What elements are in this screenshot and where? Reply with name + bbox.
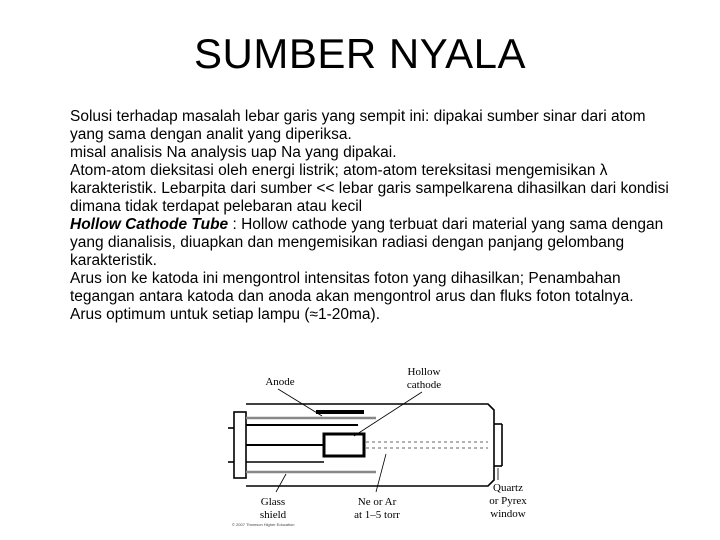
label-window: Quartz or Pyrex window bbox=[489, 482, 527, 520]
bullet-text: Arus optimum untuk setiap lampu (≈1-20ma). bbox=[70, 306, 381, 323]
bullet-text: misal analisis Na analysis uap Na yang dipakai. bbox=[70, 144, 397, 161]
label-hollow-cathode: Hollow cathode bbox=[406, 366, 442, 391]
copyright-text: © 2007 Thomson Higher Education bbox=[232, 522, 295, 527]
bullet-text: : Hollow cathode yang terbuat dari material yang sama dengan yang dianalisis, diuapkan dan mengemisikan radiasi dengan panjang gelombang karakteristik. bbox=[70, 216, 664, 269]
bullet-item bbox=[70, 108, 670, 144]
bullet-emphasis: Hollow Cathode Tube bbox=[70, 216, 229, 233]
label-glass-shield: Glass shield bbox=[259, 496, 287, 521]
bullet-item bbox=[70, 216, 670, 270]
lamp-base bbox=[234, 412, 246, 478]
bullet-item bbox=[70, 270, 670, 306]
radiation-beam bbox=[366, 442, 488, 448]
bullet-list bbox=[70, 108, 670, 366]
bullet-item bbox=[70, 162, 670, 216]
slide-title: SUMBER NYALA bbox=[194, 30, 526, 77]
bullet-item bbox=[70, 306, 670, 324]
hollow-cathode bbox=[324, 434, 364, 456]
label-anode: Anode bbox=[265, 376, 295, 388]
bullet-item bbox=[70, 144, 670, 162]
hollow-cathode-lamp-diagram bbox=[226, 362, 556, 532]
label-gas: Ne or Ar at 1–5 torr bbox=[354, 496, 400, 521]
bullet-text: Solusi terhadap masalah lebar garis yang sempit ini: dipakai sumber sinar dari atom yang sama dengan analit yang diperiksa. bbox=[70, 108, 646, 143]
bullet-text: Atom-atom dieksitasi oleh energi listrik; atom-atom tereksitasi mengemisikan λ karakteristik. Lebarpita dari sumber << lebar garis sampelkarena dihasilkan dari kondisi dimana tidak terdapat pelebaran atau kecil bbox=[70, 162, 669, 215]
bullet-text: Arus ion ke katoda ini mengontrol intensitas foton yang dihasilkan; Penambahan tegangan antara katoda dan anoda akan mengontrol arus dan fluks foton totalnya. bbox=[70, 270, 634, 305]
